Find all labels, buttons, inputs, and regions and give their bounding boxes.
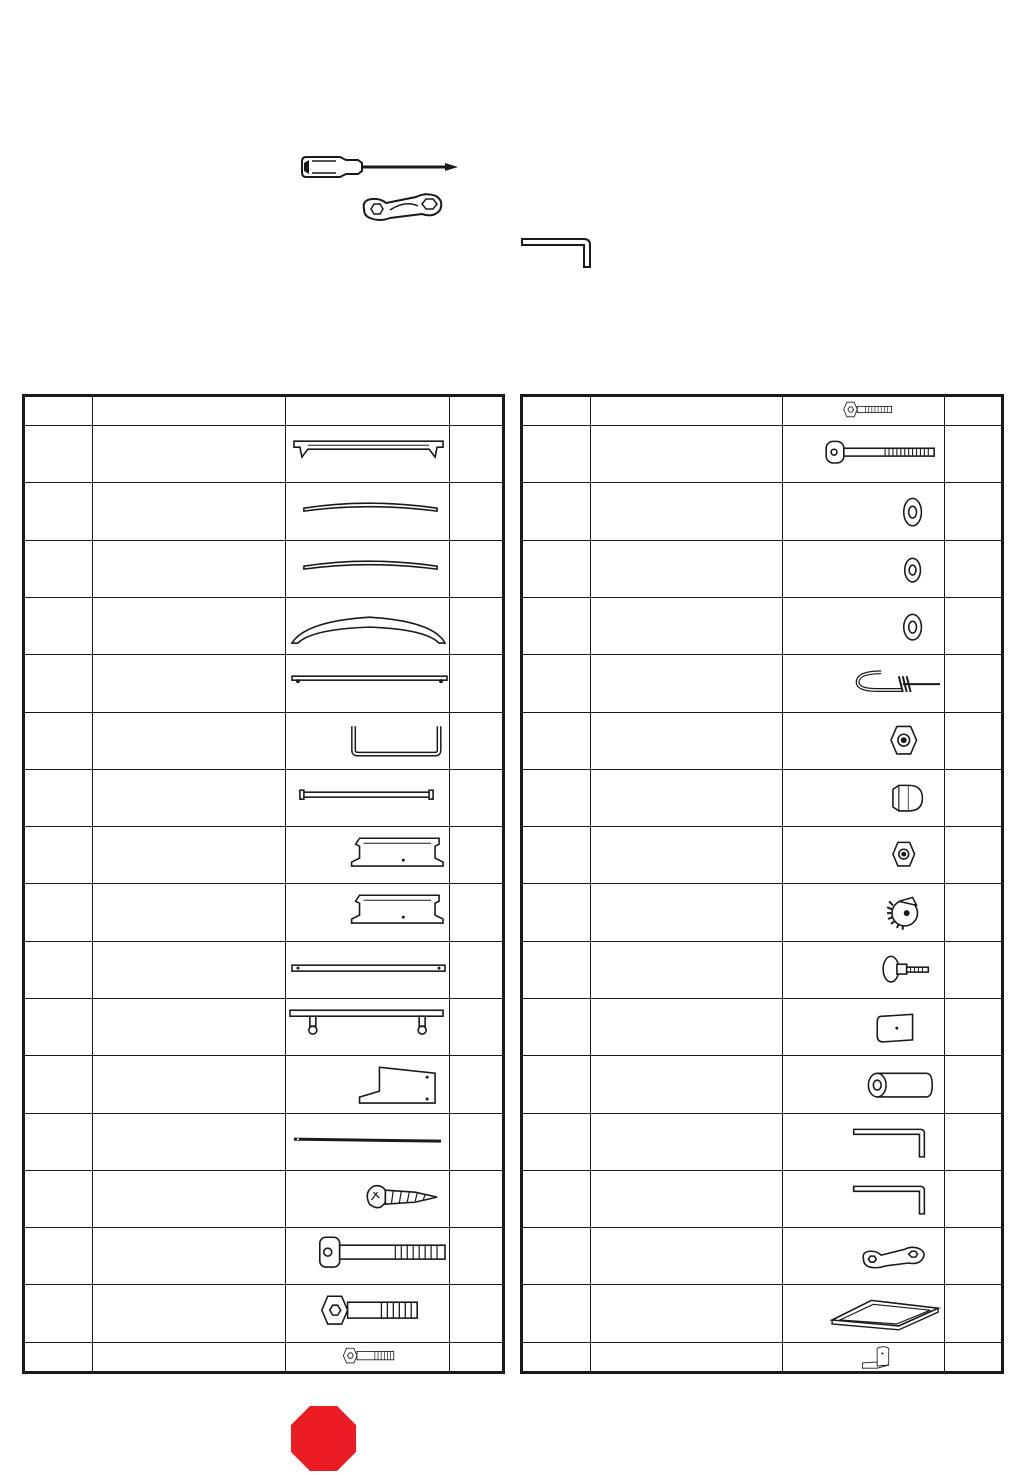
part-number-cell bbox=[25, 1228, 92, 1285]
part-qty-cell bbox=[449, 998, 502, 1055]
right-parts-table bbox=[520, 394, 1004, 1374]
part-image-cell bbox=[285, 1285, 449, 1342]
part-description-cell bbox=[92, 1056, 285, 1113]
part-qty-cell bbox=[449, 1113, 502, 1170]
part-number-cell bbox=[523, 884, 590, 941]
end-cap-part-icon bbox=[783, 999, 944, 1055]
part-description-cell bbox=[92, 827, 285, 884]
part-qty-cell bbox=[944, 1342, 1001, 1371]
table-row bbox=[25, 998, 502, 1055]
screwdriver-icon bbox=[300, 152, 462, 182]
part-qty-cell bbox=[944, 769, 1001, 826]
part-description-cell bbox=[92, 998, 285, 1055]
flat-bar-part-icon bbox=[286, 942, 449, 998]
part-number-cell bbox=[523, 483, 590, 540]
part-description-cell bbox=[92, 1228, 285, 1285]
table-row bbox=[25, 1113, 502, 1170]
short-tube-part-icon bbox=[286, 770, 449, 826]
u-bar-part-icon bbox=[286, 713, 449, 769]
foot-pad-part-icon bbox=[783, 1285, 944, 1341]
table-row bbox=[25, 597, 502, 654]
part-qty-cell bbox=[944, 426, 1001, 483]
part-number-cell bbox=[523, 1342, 590, 1371]
part-qty-cell bbox=[449, 941, 502, 998]
table-row bbox=[25, 483, 502, 540]
table-row bbox=[25, 941, 502, 998]
part-description-cell bbox=[92, 483, 285, 540]
part-image-cell bbox=[782, 597, 944, 654]
part-description-cell bbox=[590, 426, 782, 483]
part-image-cell bbox=[285, 827, 449, 884]
part-qty-cell bbox=[944, 884, 1001, 941]
part-qty-cell bbox=[449, 1228, 502, 1285]
part-qty-cell bbox=[944, 1228, 1001, 1285]
part-number-cell bbox=[25, 1285, 92, 1342]
part-number-cell bbox=[25, 827, 92, 884]
part-image-cell bbox=[782, 1170, 944, 1227]
cap-nut-part-icon bbox=[783, 770, 944, 826]
part-number-cell bbox=[25, 597, 92, 654]
part-number-cell bbox=[523, 540, 590, 597]
table-row bbox=[25, 1342, 502, 1371]
end-frame-part-icon bbox=[286, 827, 449, 883]
part-qty-cell bbox=[449, 827, 502, 884]
table-row bbox=[523, 655, 1001, 712]
table-row bbox=[25, 1056, 502, 1113]
part-qty-cell bbox=[449, 597, 502, 654]
part-image-cell bbox=[285, 1228, 449, 1285]
part-number-cell bbox=[523, 1113, 590, 1170]
part-qty-cell bbox=[944, 998, 1001, 1055]
part-number-cell bbox=[523, 1056, 590, 1113]
long-rod-part-icon bbox=[286, 655, 449, 711]
socket-bolt-part-icon bbox=[783, 426, 944, 482]
part-image-cell bbox=[782, 1056, 944, 1113]
part-number-cell bbox=[523, 1228, 590, 1285]
table-row bbox=[523, 1113, 1001, 1170]
part-image-cell bbox=[782, 540, 944, 597]
part-description-cell bbox=[590, 655, 782, 712]
part-description-cell bbox=[590, 483, 782, 540]
part-number-cell bbox=[25, 884, 92, 941]
table-row bbox=[25, 827, 502, 884]
wrench-icon bbox=[360, 192, 446, 222]
part-number-cell bbox=[523, 827, 590, 884]
part-image-cell bbox=[285, 540, 449, 597]
header-image-cell bbox=[285, 397, 449, 426]
part-number-cell bbox=[25, 1056, 92, 1113]
part-qty-cell bbox=[449, 655, 502, 712]
part-image-cell bbox=[285, 1113, 449, 1170]
table-row bbox=[25, 655, 502, 712]
part-image-cell bbox=[782, 1285, 944, 1342]
part-image-cell bbox=[782, 655, 944, 712]
header-qty bbox=[449, 397, 502, 426]
part-image-cell bbox=[285, 597, 449, 654]
part-qty-cell bbox=[944, 1113, 1001, 1170]
part-qty-cell bbox=[944, 655, 1001, 712]
part-description-cell bbox=[590, 712, 782, 769]
part-image-cell bbox=[285, 655, 449, 712]
long-bolt-part-icon bbox=[286, 1228, 449, 1284]
curved-brace-part-icon bbox=[286, 598, 449, 654]
end-frame-part-icon bbox=[286, 884, 449, 940]
part-description-cell bbox=[92, 655, 285, 712]
part-qty-cell bbox=[449, 884, 502, 941]
part-number-cell bbox=[25, 540, 92, 597]
table-row bbox=[523, 941, 1001, 998]
part-description-cell bbox=[92, 712, 285, 769]
part-number-cell bbox=[523, 1285, 590, 1342]
part-number-cell bbox=[523, 941, 590, 998]
part-description-cell bbox=[92, 1342, 285, 1371]
part-image-cell bbox=[285, 941, 449, 998]
part-description-cell bbox=[590, 769, 782, 826]
part-image-cell bbox=[782, 483, 944, 540]
part-number-cell bbox=[25, 1342, 92, 1371]
allen-key-part-icon bbox=[783, 1171, 944, 1227]
header-no bbox=[25, 397, 92, 426]
part-qty-cell bbox=[449, 769, 502, 826]
part-description-cell bbox=[92, 597, 285, 654]
part-image-cell bbox=[782, 426, 944, 483]
part-qty-cell bbox=[944, 1170, 1001, 1227]
sleeve-part-icon bbox=[783, 1056, 944, 1112]
part-image-cell bbox=[285, 769, 449, 826]
part-qty-cell bbox=[944, 597, 1001, 654]
part-description-cell bbox=[590, 1285, 782, 1342]
table-row bbox=[25, 769, 502, 826]
part-image-cell bbox=[285, 1342, 449, 1371]
table-row bbox=[523, 769, 1001, 826]
part-description-cell bbox=[92, 1113, 285, 1170]
part-description-cell bbox=[590, 1056, 782, 1113]
part-image-cell bbox=[285, 1170, 449, 1227]
part-image-cell bbox=[285, 712, 449, 769]
part-qty-cell bbox=[449, 1285, 502, 1342]
washer-medium-part-icon bbox=[783, 598, 944, 654]
part-qty-cell bbox=[449, 1342, 502, 1371]
spring-clip-part-icon bbox=[783, 655, 944, 711]
part-image-cell bbox=[285, 483, 449, 540]
part-number-cell bbox=[25, 769, 92, 826]
part-description-cell bbox=[590, 1170, 782, 1227]
part-qty-cell bbox=[449, 426, 502, 483]
thin-rod-part-icon bbox=[286, 1114, 449, 1170]
table-row bbox=[25, 1228, 502, 1285]
part-qty-cell bbox=[944, 1056, 1001, 1113]
curved-rail-part-icon bbox=[286, 541, 449, 597]
table-row bbox=[25, 426, 502, 483]
table-row bbox=[523, 1170, 1001, 1227]
panel-part-icon bbox=[286, 1056, 449, 1112]
lock-nut-part-icon bbox=[783, 713, 944, 769]
table-row bbox=[523, 712, 1001, 769]
part-number-cell bbox=[523, 998, 590, 1055]
part-image-cell bbox=[782, 769, 944, 826]
part-description-cell bbox=[92, 1285, 285, 1342]
part-number-cell bbox=[25, 1113, 92, 1170]
part-qty-cell bbox=[449, 1056, 502, 1113]
part-description-cell bbox=[92, 941, 285, 998]
table-row bbox=[523, 426, 1001, 483]
hex-bolt-part-icon bbox=[286, 1285, 449, 1341]
table-row bbox=[25, 884, 502, 941]
acorn-nut-part-icon bbox=[783, 827, 944, 883]
part-description-cell bbox=[590, 397, 782, 426]
part-number-cell bbox=[523, 397, 590, 426]
table-row bbox=[25, 712, 502, 769]
part-qty-cell bbox=[944, 540, 1001, 597]
part-number-cell bbox=[25, 655, 92, 712]
part-number-cell bbox=[523, 712, 590, 769]
part-qty-cell bbox=[944, 941, 1001, 998]
table-row bbox=[523, 397, 1001, 426]
top-frame-part-icon bbox=[286, 426, 449, 482]
wood-screw-part-icon bbox=[286, 1171, 449, 1227]
stop-sign-icon bbox=[290, 1405, 357, 1472]
ratchet-part-icon bbox=[783, 884, 944, 940]
part-description-cell bbox=[92, 884, 285, 941]
part-description-cell bbox=[92, 426, 285, 483]
part-image-cell bbox=[782, 884, 944, 941]
part-number-cell bbox=[25, 712, 92, 769]
hex-bolt-part-icon bbox=[286, 1343, 449, 1371]
table-row bbox=[523, 483, 1001, 540]
part-number-cell bbox=[523, 769, 590, 826]
left-parts-table bbox=[22, 394, 505, 1374]
table-row bbox=[523, 884, 1001, 941]
part-image-cell bbox=[782, 827, 944, 884]
part-image-cell bbox=[285, 426, 449, 483]
knob-bolt-part-icon bbox=[783, 942, 944, 998]
part-number-cell bbox=[523, 655, 590, 712]
part-number-cell bbox=[25, 998, 92, 1055]
table-row bbox=[523, 597, 1001, 654]
bar-with-knobs-part-icon bbox=[286, 999, 449, 1055]
allen-key-part-icon bbox=[783, 1114, 944, 1170]
curved-rail-part-icon bbox=[286, 483, 449, 539]
washer-large-part-icon bbox=[783, 483, 944, 539]
part-number-cell bbox=[25, 483, 92, 540]
part-qty-cell bbox=[944, 397, 1001, 426]
part-description-cell bbox=[590, 1113, 782, 1170]
header-description bbox=[92, 397, 285, 426]
part-image-cell bbox=[782, 998, 944, 1055]
part-description-cell bbox=[590, 540, 782, 597]
part-image-cell bbox=[782, 941, 944, 998]
part-qty-cell bbox=[944, 483, 1001, 540]
part-number-cell bbox=[523, 1170, 590, 1227]
table-row bbox=[25, 1170, 502, 1227]
table-row bbox=[523, 540, 1001, 597]
part-description-cell bbox=[92, 1170, 285, 1227]
table-header-row bbox=[25, 397, 502, 426]
table-row bbox=[523, 827, 1001, 884]
wrench-part-icon bbox=[783, 1228, 944, 1284]
hex-flange-bolt-part-icon bbox=[783, 397, 944, 425]
part-qty-cell bbox=[449, 712, 502, 769]
part-number-cell bbox=[25, 426, 92, 483]
part-description-cell bbox=[590, 597, 782, 654]
part-number-cell bbox=[25, 941, 92, 998]
part-image-cell bbox=[782, 1113, 944, 1170]
part-qty-cell bbox=[944, 712, 1001, 769]
part-description-cell bbox=[590, 827, 782, 884]
table-row bbox=[523, 1228, 1001, 1285]
part-image-cell bbox=[285, 1056, 449, 1113]
part-qty-cell bbox=[944, 827, 1001, 884]
part-qty-cell bbox=[449, 1170, 502, 1227]
part-description-cell bbox=[590, 998, 782, 1055]
table-row bbox=[25, 540, 502, 597]
table-row bbox=[523, 998, 1001, 1055]
part-image-cell bbox=[782, 397, 944, 426]
table-row bbox=[523, 1056, 1001, 1113]
table-row bbox=[523, 1285, 1001, 1342]
part-number-cell bbox=[523, 426, 590, 483]
table-row bbox=[25, 1285, 502, 1342]
part-qty-cell bbox=[944, 1285, 1001, 1342]
part-image-cell bbox=[285, 998, 449, 1055]
part-qty-cell bbox=[449, 483, 502, 540]
part-image-cell bbox=[285, 884, 449, 941]
part-number-cell bbox=[25, 1170, 92, 1227]
table-row bbox=[523, 1342, 1001, 1371]
part-image-cell bbox=[782, 1228, 944, 1285]
part-number-cell bbox=[523, 597, 590, 654]
part-description-cell bbox=[590, 941, 782, 998]
l-bracket-part-icon bbox=[783, 1343, 944, 1371]
part-description-cell bbox=[92, 769, 285, 826]
part-description-cell bbox=[590, 1228, 782, 1285]
part-image-cell bbox=[782, 712, 944, 769]
part-description-cell bbox=[590, 884, 782, 941]
part-description-cell bbox=[92, 540, 285, 597]
part-image-cell bbox=[782, 1342, 944, 1371]
allen-key-icon bbox=[518, 234, 594, 270]
part-qty-cell bbox=[449, 540, 502, 597]
part-description-cell bbox=[590, 1342, 782, 1371]
washer-small-part-icon bbox=[783, 541, 944, 597]
